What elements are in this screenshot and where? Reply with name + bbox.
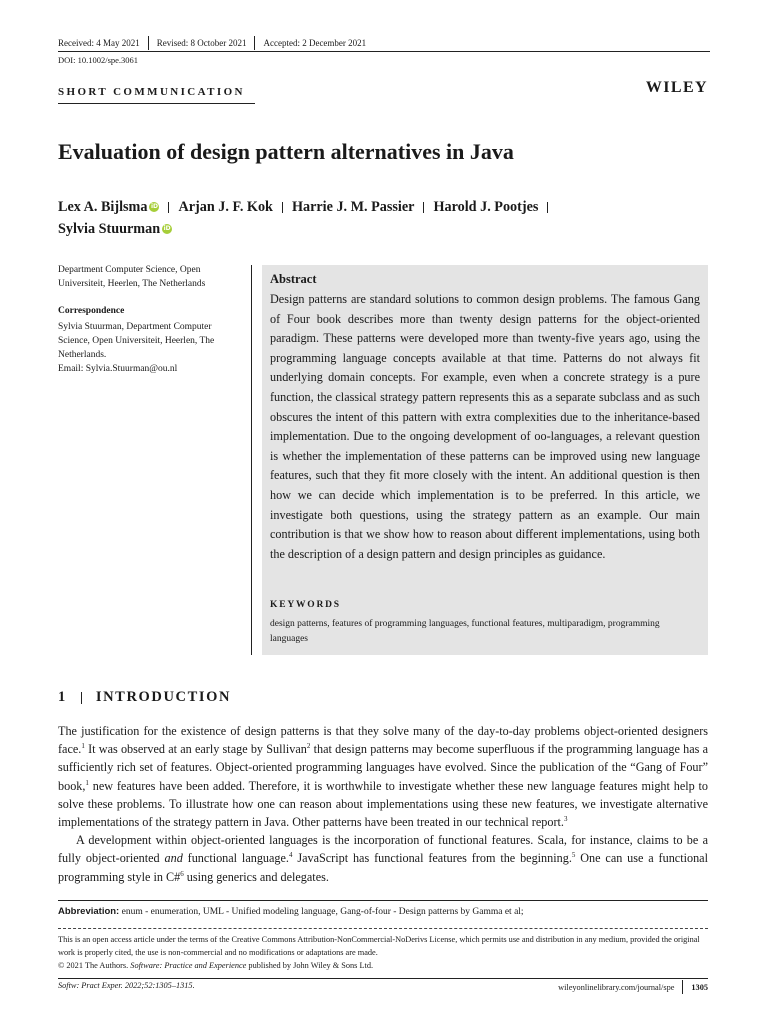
journal-name: Software: Practice and Experience — [130, 961, 247, 970]
journal-url[interactable]: wileyonlinelibrary.com/journal/spe — [558, 982, 675, 992]
citation-ref[interactable]: 3 — [563, 814, 568, 823]
author — [58, 196, 159, 218]
received-date: Received: 4 May 2021 — [58, 38, 140, 48]
abbreviations — [58, 906, 524, 917]
accepted-date: Accepted: 2 December 2021 — [263, 38, 367, 48]
article-type: SHORT COMMUNICATION — [58, 86, 245, 98]
page-number: 1305 — [691, 982, 708, 992]
text-run: The justification for the existence of design patterns is that they solve many of the day-to-day problems object-oriented designers face. — [58, 724, 708, 757]
affiliation: Department Computer Science, Open Universiteit, Heerlen, The Netherlands — [58, 265, 206, 289]
paragraph — [58, 831, 708, 886]
journal-citation — [58, 981, 195, 990]
footer-rule — [58, 978, 708, 979]
correspondence — [58, 320, 243, 376]
citation-ref[interactable]: 1 — [85, 778, 89, 787]
abbreviation-rule — [58, 900, 708, 901]
divider — [254, 36, 255, 50]
divider — [148, 36, 149, 50]
article-type-underline — [58, 103, 255, 104]
correspondence-text: Sylvia Stuurman, Department Computer Science, Open Universiteit, Heerlen, The Netherlands. — [58, 322, 215, 360]
divider — [547, 202, 548, 213]
abbreviation-label: Abbreviation: — [58, 906, 120, 917]
footer-right — [558, 980, 708, 994]
body-text — [58, 722, 708, 886]
author-list — [58, 196, 718, 240]
publisher-logo: WILEY — [645, 79, 708, 96]
abstract-heading: Abstract — [270, 272, 317, 286]
citation-ref[interactable]: 2 — [306, 742, 311, 751]
keywords-heading: KEYWORDS — [270, 600, 341, 610]
citation-text: Softw: Pract Exper. 2022;52:1305–1315. — [58, 981, 195, 990]
author-name: Arjan J. F. Kok — [178, 199, 273, 215]
text-run: that design patterns may become superfluous if the programming language has a sufficiently rich set of features. Object-oriented programming languages have evolved. Since the publication of the “Gang of Four” book, — [58, 742, 709, 793]
text-run: One can use a functional programming style in C# — [58, 851, 708, 884]
text-run: A development within object-oriented languages is the incorporation of functional features. Scala, for instance, claims to be a fully object-oriented — [58, 833, 708, 866]
divider — [423, 202, 424, 213]
author-name: Harold J. Pootjes — [433, 199, 539, 215]
correspondence-heading: Correspondence — [58, 306, 125, 316]
header-rule — [58, 51, 710, 52]
author — [292, 196, 415, 218]
text-run: functional language. — [182, 851, 289, 866]
text-run: It was observed at an early stage by Sullivan — [84, 742, 307, 757]
author-name: Sylvia Stuurman — [58, 221, 161, 237]
abstract-text: Design patterns are standard solutions to common design problems. The famous Gang of Four book describes more than twenty design patterns for the object-oriented paradigm. These patterns were developed more than twenty-five years ago, using the programming language concepts available at that time. Patterns do not always fit underlying domain concepts. For example, even when a concrete strategy is a pure function, the classical strategy pattern represents this as a separate subclass and as such obscures the intent of this pattern with extra complexities due to the inheritance-based implementation. Due to the ongoing development of oo-languages, a relevant question is whether the implementation of these patterns can be improved using new language features, such that they fit more closely with the intent. An additional question is then how we can decide which implementation is to be preferred. In this article, we investigate both questions, using the strategy pattern as an example. Our main contribution is that we show how to reason about different implementations, using both the description of a design pattern and design principles as guidance. — [270, 292, 700, 561]
divider — [81, 692, 82, 704]
copyright: © 2021 The Authors. — [58, 961, 131, 970]
abbreviation-text: enum - enumeration, UML - Unified modeling language, Gang-of-four - Design patterns by Gamma et al; — [119, 907, 524, 917]
author — [58, 218, 172, 240]
keywords-text: design patterns, features of programming languages, functional features, multiparadigm, programming languages — [270, 619, 660, 644]
divider — [168, 202, 169, 213]
citation-ref[interactable]: 6 — [180, 869, 184, 878]
license-divider — [58, 928, 708, 929]
license-text: This is an open access article under the terms of the Creative Commons Attribution-NonCommercial-NoDerivs License, which permits use and distribution in any medium, provided the original work is properly cited, the use is non-commercial and no modifications or adaptations are made. — [58, 935, 700, 957]
author-name: Lex A. Bijlsma — [58, 199, 148, 215]
orcid-icon[interactable]: iD — [150, 203, 158, 210]
emphasis: and — [164, 851, 183, 866]
orcid-icon[interactable]: iD — [163, 225, 171, 232]
citation-ref[interactable]: 5 — [571, 851, 576, 860]
paragraph — [58, 722, 708, 831]
revised-date: Revised: 8 October 2021 — [156, 38, 247, 48]
author-name: Harrie J. M. Passier — [291, 199, 415, 215]
divider — [682, 980, 683, 994]
author — [433, 196, 538, 218]
article-dates — [58, 36, 366, 50]
copyright-suffix: published by John Wiley & Sons Ltd. — [246, 961, 374, 970]
article-title: Evaluation of design pattern alternatives in Java — [58, 139, 514, 164]
abstract-divider — [251, 265, 252, 655]
divider — [282, 202, 283, 213]
section-title: INTRODUCTION — [95, 689, 232, 705]
correspondence-email[interactable]: Email: Sylvia.Stuurman@ou.nl — [58, 364, 178, 374]
section-number: 1 — [58, 689, 67, 705]
license-notice — [58, 933, 708, 972]
doi[interactable]: DOI: 10.1002/spe.3061 — [58, 55, 139, 65]
text-run: JavaScript has functional features from the beginning. — [292, 851, 572, 866]
citation-ref[interactable]: 1 — [81, 742, 85, 751]
text-run: new features have been added. Therefore, it is worthwhile to investigate whether these new language features might help to solve these problems. To illustrate how one can reason about implementations using these new features, we investigate alternative implementations of the strategy pattern in Java. Other patterns have been treated in our technical report. — [58, 778, 708, 830]
section-heading — [58, 689, 231, 706]
author — [178, 196, 272, 218]
text-run: using generics and delegates. — [183, 869, 329, 884]
citation-ref[interactable]: 4 — [288, 851, 293, 860]
